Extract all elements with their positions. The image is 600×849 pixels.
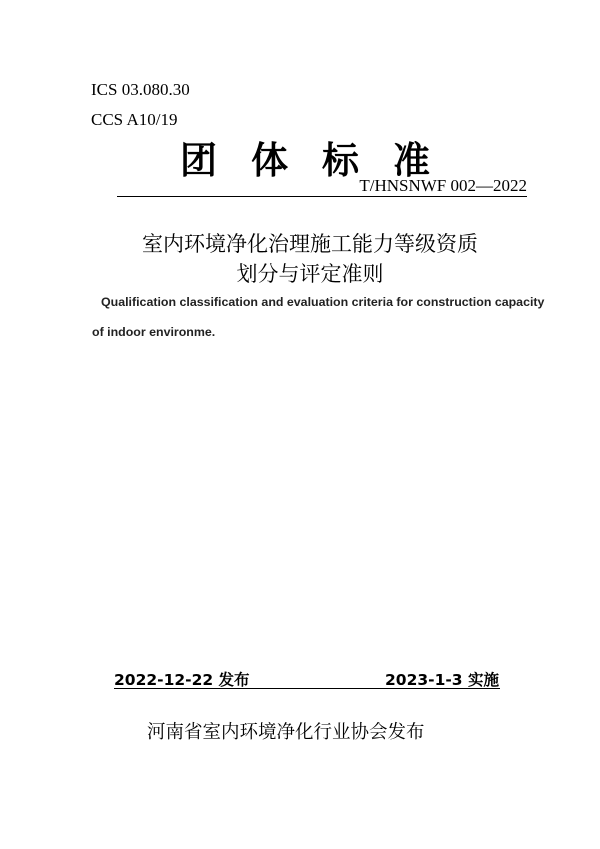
title-en-line1: Qualification classification and evaluation criteria for construction capacity: [101, 295, 545, 309]
issue-date: 2022-12-22 发布: [114, 671, 250, 689]
standard-type-heading: 团体标准: [180, 139, 464, 182]
header-divider: [117, 196, 527, 197]
footer-divider: [114, 688, 500, 689]
ccs-code: CCS A10/19: [91, 110, 178, 129]
title-zh-line2: 划分与评定准则: [236, 262, 384, 286]
title-zh-line1: 室内环境净化治理施工能力等级资质: [142, 232, 478, 256]
publisher: 河南省室内环境净化行业协会发布: [147, 722, 425, 743]
title-en-line2: of indoor environme.: [92, 325, 216, 339]
ics-code: ICS 03.080.30: [91, 80, 190, 99]
implement-date: 2023-1-3 实施: [385, 671, 499, 689]
standard-number: T/HNSNWF 002—2022: [359, 176, 527, 195]
